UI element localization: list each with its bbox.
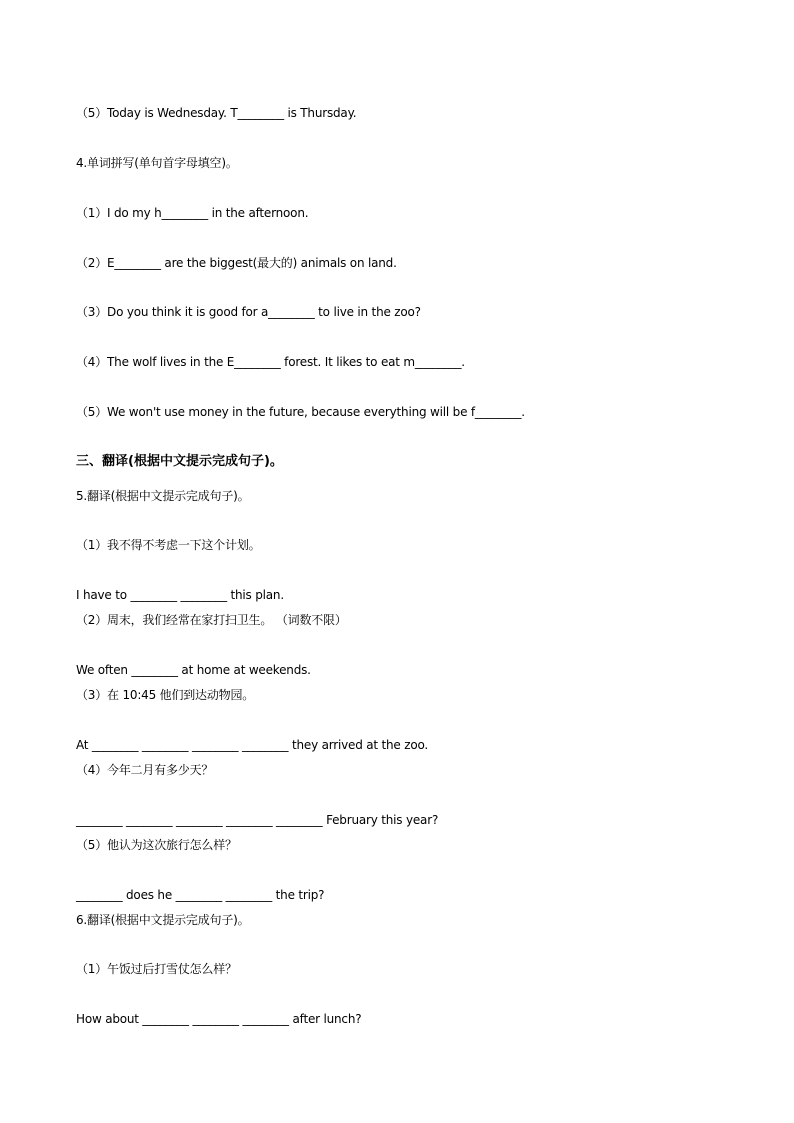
q4-title: 4.单词拼写(单句首字母填空)。	[76, 156, 238, 170]
q6-item-1-chinese: （1）午饭过后打雪仗怎么样？	[76, 962, 237, 976]
q5-item-1-chinese: （1）我不得不考虑一下这个计划。	[76, 538, 261, 552]
q5-title: 5.翻译(根据中文提示完成句子)。	[76, 489, 250, 503]
q5-item-1-english: I have to ________ ________ this plan.	[76, 588, 284, 602]
q5-item-4-english: ________ ________ ________ ________ ________ February this year?	[76, 813, 439, 827]
q4-item-4: （4）The wolf lives in the E________ forest. It likes to eat m________.	[76, 355, 465, 369]
q4-prev-item-5: （5）Today is Wednesday. T________ is Thursday.	[76, 106, 357, 120]
q5-item-5-english: ________ does he ________ ________ the trip?	[76, 888, 325, 902]
q5-item-4-chinese: （4）今年二月有多少天？	[76, 763, 214, 777]
q4-item-3: （3）Do you think it is good for a________ to live in the zoo?	[76, 305, 421, 319]
q4-item-1: （1）I do my h________ in the afternoon.	[76, 206, 309, 220]
q4-item-5: （5）We won't use money in the future, because everything will be f________.	[76, 405, 525, 419]
q4-item-2: （2）E________ are the biggest(最大的) animals on land.	[76, 256, 397, 270]
q5-item-2-chinese: （2）周末，我们经常在家打扫卫生。 （词数不限）	[76, 613, 347, 627]
q6-item-1-english: How about ________ ________ ________ after lunch?	[76, 1012, 362, 1026]
q5-item-3-chinese: （3）在 10:45 他们到达动物园。	[76, 688, 255, 702]
q6-title: 6.翻译(根据中文提示完成句子)。	[76, 913, 250, 927]
section-3-heading: 三、翻译(根据中文提示完成句子)。	[76, 454, 283, 469]
q5-item-3-english: At ________ ________ ________ ________ they arrived at the zoo.	[76, 738, 429, 752]
q5-item-5-chinese: （5）他认为这次旅行怎么样？	[76, 838, 237, 852]
q5-item-2-english: We often ________ at home at weekends.	[76, 663, 311, 677]
